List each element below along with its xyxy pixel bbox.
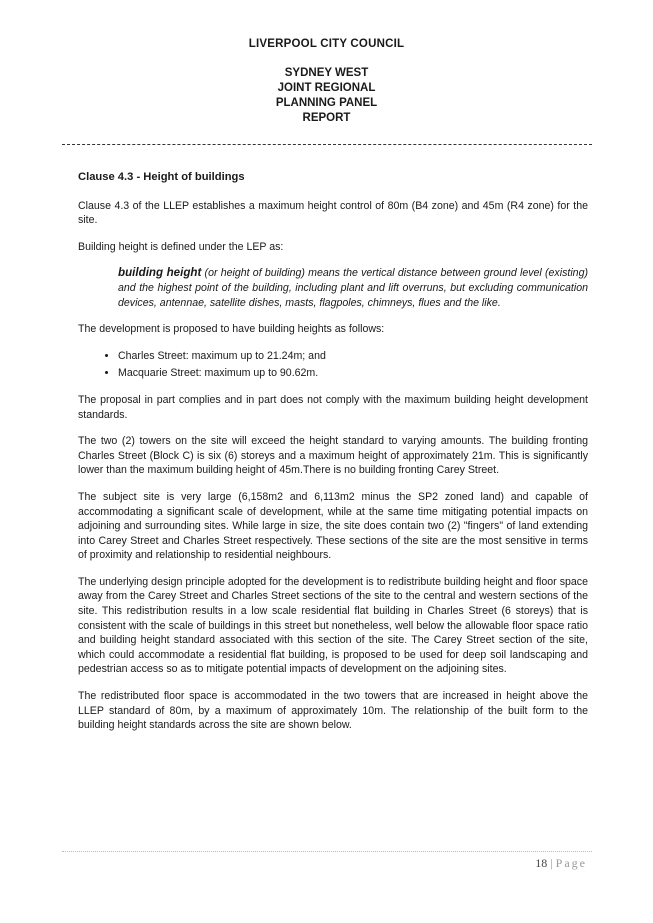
paragraph: Clause 4.3 of the LLEP establishes a maximum height control of 80m (B4 zone) and 45m (R4 zone) for the site. [78, 199, 588, 227]
paragraph: The development is proposed to have building heights as follows: [78, 323, 385, 336]
list-item: • Macquarie Street: maximum up to 90.62m. [118, 366, 588, 381]
header-divider [62, 144, 592, 145]
panel-line: PLANNING PANEL [275, 97, 378, 109]
panel-line: REPORT [302, 112, 351, 124]
height-list [78, 349, 588, 381]
paragraph: The underlying design principle adopted for the development is to redistribute building height and floor space away from the Carey Street and Charles Street sections of the site to the central and western sections of the site. This redistribution results in a low scale residential flat building in Charles Street (6 storeys) that is consistent with the scale of buildings in this street but nonetheless, well below the allowable floor space ratio and building height standard associated with this section of the site. The Carey Street section of the site, which could accommodate a residential flat building, is proposed to be used for deep soil landscaping and pedestrian access so as to mitigate potential impacts of development on the adjoining sites. [78, 575, 588, 676]
definition-quote [118, 266, 588, 310]
page-number: 18 [535, 856, 548, 870]
panel-line: JOINT REGIONAL [277, 82, 376, 94]
paragraph: Building height is defined under the LEP as: [78, 240, 284, 253]
footer-divider [62, 851, 592, 852]
list-item: • Charles Street: maximum up to 21.24m; and [118, 349, 588, 364]
page-separator: | [550, 856, 553, 870]
page-label: Page [555, 856, 587, 870]
paragraph: The proposal in part complies and in part does not comply with the maximum building height development standards. [78, 393, 588, 421]
paragraph: The redistributed floor space is accommodated in the two towers that are increased in height above the LLEP standard of 80m, by a maximum of approximately 10m. The relationship of the built form to the building height standards across the site are shown below. [78, 690, 588, 732]
definition-text: (or height of building) means the vertical distance between ground level (existing) and the highest point of the building, including plant and lift overruns, but excluding communication devices, antennae, satellite dishes, masts, flagpoles, chimneys, flues and the like. [118, 267, 588, 309]
panel-line: SYDNEY WEST [284, 67, 369, 79]
report-header [0, 38, 653, 126]
paragraph: The subject site is very large (6,158m2 and 6,113m2 minus the SP2 zoned land) and capable of accommodating a significant scale of development, while at the same time mitigating potential impacts on adjoining and surrounding sites. While large in size, the site does contain two (2) "fingers" of land extending into Carey Street and Charles Street respectively. These sections of the site are the most sensitive in terms of proximity and relationship to residential neighbours. [78, 490, 588, 562]
section-title: Clause 4.3 - Height of buildings [78, 171, 245, 183]
council-name: LIVERPOOL CITY COUNCIL [248, 38, 405, 50]
report-body [78, 170, 588, 745]
panel-title [0, 66, 653, 126]
definition-term: building height [118, 266, 202, 280]
paragraph: The two (2) towers on the site will exceed the height standard to varying amounts. The building fronting Charles Street (Block C) is six (6) storeys and a maximum height of approximately 21m. This is significantly lower than the maximum building height of 45m.There is no building fronting Carey Street. [78, 435, 588, 477]
page-footer [535, 856, 587, 871]
